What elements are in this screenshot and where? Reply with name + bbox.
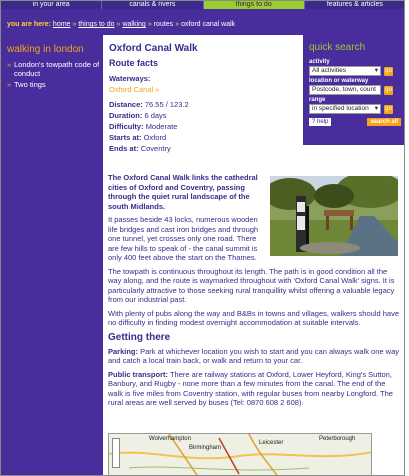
ends-fact: Ends at: Coventry xyxy=(109,144,171,153)
breadcrumb xyxy=(1,19,405,31)
article-paragraph: The towpath is continuous throughout its length. The path is in good condition all the way along, and the route is waymarked throughout with 'Oxford Canal Walk' signs. It is particularly attractive to those seeking rural tranquillity whilst offering a valuable legacy from our industrial past. xyxy=(108,266,395,304)
sidebar xyxy=(1,35,103,476)
duration-fact: Duration: 6 days xyxy=(109,111,167,120)
tab-in-your-area[interactable]: in your area xyxy=(1,1,102,9)
breadcrumb-home[interactable]: home xyxy=(52,21,71,28)
quick-search-title: quick search xyxy=(309,42,366,53)
breadcrumb-things-to-do[interactable]: things to do xyxy=(78,21,115,28)
tab-features-articles[interactable]: features & articles xyxy=(305,1,405,9)
sidebar-list xyxy=(1,60,103,89)
article-paragraph: It passes beside 43 locks, numerous wooden life bridges and cast iron bridges and through one tunnel, yet crosses only one road. There are few hills to speak of - the canal summit is only 400 feet above the start on the Thames. xyxy=(108,215,259,262)
location-label: location or waterway xyxy=(309,78,369,84)
activity-label: activity xyxy=(309,59,330,65)
breadcrumb-separator: » xyxy=(116,21,121,28)
activity-select[interactable]: All activities ▾ xyxy=(309,66,381,76)
breadcrumb-separator: » xyxy=(175,21,180,28)
search-all-button[interactable]: search all xyxy=(367,118,401,126)
breadcrumb-routes: routes xyxy=(153,21,174,28)
tab-things-to-do[interactable]: things to do xyxy=(204,1,305,9)
article xyxy=(108,173,402,412)
sidebar-title: walking in london xyxy=(7,44,84,55)
waterways-link[interactable]: Oxford Canal » xyxy=(109,85,160,94)
sidebar-item-two-tings[interactable] xyxy=(7,80,103,89)
top-navigation xyxy=(1,1,405,9)
chevron-down-icon: ▾ xyxy=(374,67,378,74)
breadcrumb-walking[interactable]: walking xyxy=(122,21,146,28)
map-label-leicester: Leicester xyxy=(259,440,284,446)
range-select[interactable]: in specified location ▾ xyxy=(309,104,381,114)
chevron-down-icon: ▾ xyxy=(374,105,378,112)
getting-there-heading: Getting there xyxy=(108,331,171,343)
transport-info: Public transport: There are railway stations at Oxford, Lower Heyford, King's Sutton, Banbury, and Rugby - none more than a few minutes from the canal. The end of the walk is five miles from Coventry station, with regular buses from nearby Longford. The rural areas are well served by buses (Tel: 0870 608 2 608). xyxy=(108,369,393,407)
range-go-button[interactable]: go xyxy=(385,105,392,112)
map-label-wolverhampton: Wolverhampton xyxy=(149,436,191,442)
tab-canals-rivers[interactable]: canals & rivers xyxy=(102,1,203,9)
breadcrumb-current: oxford canal walk xyxy=(181,21,236,28)
location-go-button[interactable]: go xyxy=(385,86,392,93)
bullet-icon: » xyxy=(7,60,12,69)
waterways-label: Waterways: xyxy=(109,74,151,83)
canal-photo xyxy=(270,176,398,256)
distance-fact: Distance: 76.55 / 123.2 xyxy=(109,100,189,109)
map-zoom-control[interactable] xyxy=(112,438,120,468)
article-intro xyxy=(108,173,402,267)
quick-search-panel xyxy=(303,35,405,145)
sidebar-item-towpath-code[interactable] xyxy=(7,60,103,78)
canal-scene-image xyxy=(270,176,398,256)
difficulty-fact: Difficulty: Moderate xyxy=(109,122,178,131)
sidebar-item-label: London's towpath code of conduct xyxy=(14,60,100,78)
article-lead: The Oxford Canal Walk links the cathedral cities of Oxford and Coventry, passing through the quiet rural landscape of the south Midlands. xyxy=(108,173,258,211)
sidebar-item-label: Two tings xyxy=(14,80,46,89)
route-facts-heading: Route facts xyxy=(109,58,159,68)
breadcrumb-separator: » xyxy=(72,21,77,28)
map-label-birmingham: Birmingham xyxy=(189,445,222,451)
range-label: range xyxy=(309,97,326,103)
map-label-peterborough: Peterborough xyxy=(319,436,356,442)
breadcrumb-lead: you are here: xyxy=(7,21,51,28)
help-button[interactable]: ? help xyxy=(309,118,331,126)
breadcrumb-bar xyxy=(1,9,405,35)
starts-fact: Starts at: Oxford xyxy=(109,133,167,142)
bullet-icon: » xyxy=(7,80,12,89)
parking-info: Parking: Park at whichever location you wish to start and you can always walk one way and catch a local train back, or walk and return to your car. xyxy=(108,346,399,365)
location-input[interactable]: Postcode, town, count xyxy=(309,85,381,95)
activity-go-button[interactable]: go xyxy=(385,67,392,74)
route-map[interactable] xyxy=(108,433,372,476)
page-title: Oxford Canal Walk xyxy=(109,43,198,54)
article-paragraph: With plenty of pubs along the way and B&Bs in towns and villages, walkers should have no difficulty in finding modest overnight accommodation at suitable intervals. xyxy=(108,308,399,327)
route-facts xyxy=(103,35,303,167)
breadcrumb-separator: » xyxy=(147,21,152,28)
